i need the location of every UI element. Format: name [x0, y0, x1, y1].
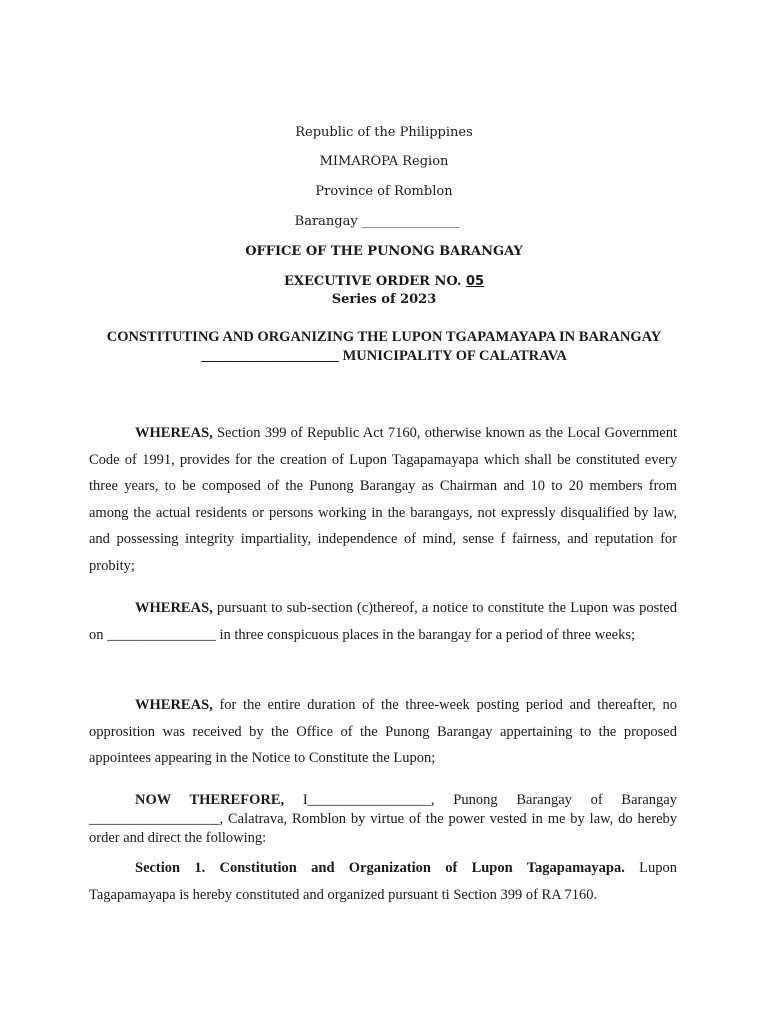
whereas-lead-3: WHEREAS, [135, 697, 213, 713]
header-barangay: Barangay _______________ [294, 214, 460, 229]
order-title-line-1: CONSTITUTING AND ORGANIZING THE LUPON TGAPAMAYAPA IN BARANGAY [106, 329, 662, 345]
paragraph-whereas-3 [89, 692, 677, 772]
header-republic: Republic of the Philippines [295, 125, 473, 140]
header-office: OFFICE OF THE PUNONG BARANGAY [245, 244, 523, 259]
section-1-body: Lupon Tagapamayapa is hereby constituted and organized pursuant ti Section 399 of RA 7160. [89, 860, 678, 903]
executive-order-number: 05 [465, 274, 485, 289]
now-therefore-body: I_________________, Punong Barangay of Barangay __________________, Calatrava, Romblon by virtue of the power vested in me by law, do hereby order and direct the following: [89, 792, 677, 846]
section-1-heading: Section 1. Constitution and Organization of Lupon Tagapamayapa. [135, 860, 625, 876]
whereas-body-2: pursuant to sub-section (c)thereof, a notice to constitute the Lupon was posted on _______________ in three conspicuous places in the barangay for a period of three weeks; [89, 600, 677, 643]
paragraph-whereas-1 [89, 420, 677, 579]
executive-order-label: EXECUTIVE ORDER NO. [283, 274, 466, 289]
paragraph-section-1 [89, 855, 677, 908]
order-title-line-2: ___________________ MUNICIPALITY OF CALATRAVA [201, 348, 567, 364]
whereas-body-1: Section 399 of Republic Act 7160, otherwise known as the Local Government Code of 1991, provides for the creation of Lupon Tagapamayapa which shall be constituted every three years, to be composed of the Punong Barangay as Chairman and 10 to 20 members from among the actual residents or persons working in the barangays, not expressly disqualified by law, and possessing integrity impartiality, independence of mind, sense f fairness, and reputation for probity; [89, 425, 677, 574]
series-line: Series of 2023 [331, 292, 437, 307]
now-therefore-lead: NOW THEREFORE, [135, 792, 285, 808]
whereas-lead-1: WHEREAS, [135, 425, 213, 441]
whereas-lead-2: WHEREAS, [135, 600, 213, 616]
whereas-body-3: for the entire duration of the three-week posting period and thereafter, no opprosition was received by the Office of the Punong Barangay appertaining to the proposed appointees appearing in the Notice to Constitute the Lupon; [89, 697, 677, 766]
header-region: MIMAROPA Region [319, 154, 449, 169]
executive-order-line [0, 273, 768, 291]
paragraph-now-therefore [89, 791, 677, 848]
paragraph-whereas-2 [89, 595, 677, 648]
header-province: Province of Romblon [315, 184, 453, 199]
